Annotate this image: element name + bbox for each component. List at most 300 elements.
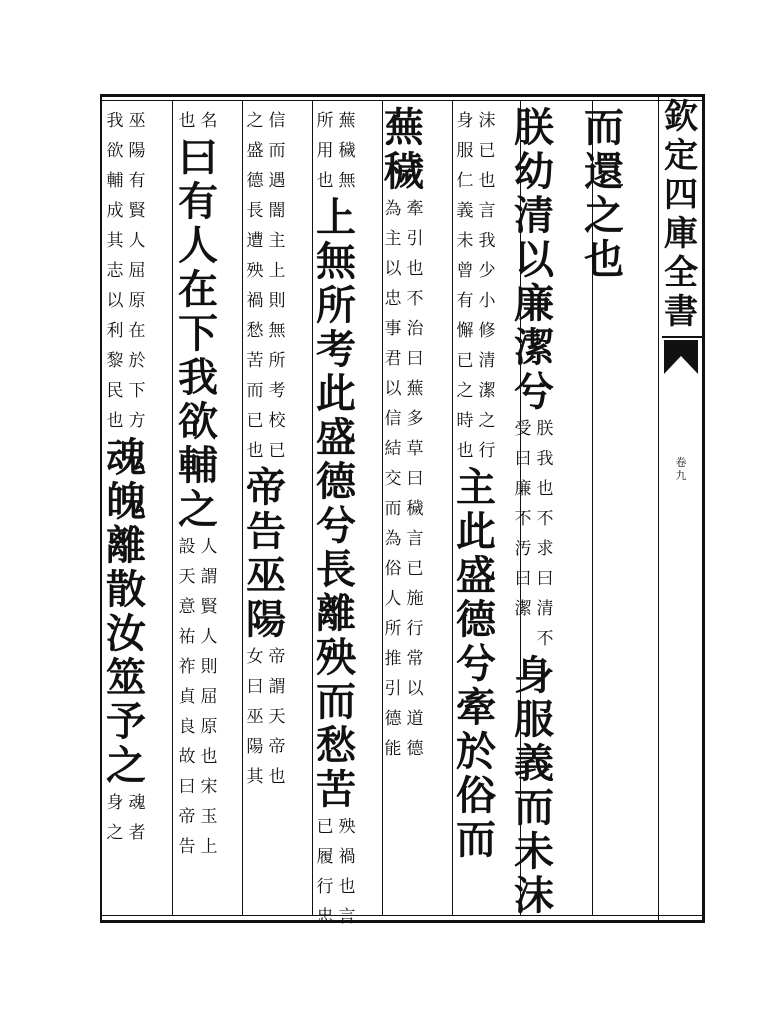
commentary-char: 宋 xyxy=(200,777,218,797)
main-char: 此 xyxy=(456,508,496,555)
commentary-char: 能 xyxy=(384,739,402,759)
commentary-char: 也 xyxy=(246,441,264,461)
commentary-char: 有 xyxy=(128,171,146,191)
commentary-char: 考 xyxy=(268,381,286,401)
commentary-char: 不 xyxy=(536,509,554,529)
main-char: 告 xyxy=(246,508,286,555)
main-text xyxy=(512,106,556,414)
main-text xyxy=(454,466,498,862)
commentary-char: 也 xyxy=(268,767,286,787)
main-char: 未 xyxy=(514,828,554,875)
main-char: 兮 xyxy=(316,502,356,549)
text-column xyxy=(176,106,220,862)
commentary-char: 欲 xyxy=(106,141,124,161)
main-char: 以 xyxy=(514,236,554,283)
commentary-char: 不 xyxy=(514,509,532,529)
juan-char: 九 xyxy=(675,469,687,482)
main-char: 清 xyxy=(514,192,554,239)
commentary-char: 懈 xyxy=(456,321,474,341)
commentary-left xyxy=(104,788,126,848)
fish-tail-mark-icon xyxy=(664,340,698,374)
commentary-char: 校 xyxy=(268,411,286,431)
main-char: 陽 xyxy=(246,596,286,643)
commentary-left xyxy=(176,532,198,862)
commentary-char: 下 xyxy=(128,381,146,401)
commentary-char: 服 xyxy=(456,141,474,161)
commentary-char: 帝 xyxy=(178,807,196,827)
commentary-char: 以 xyxy=(384,259,402,279)
text-column xyxy=(244,106,288,792)
commentary-char: 引 xyxy=(384,679,402,699)
title-strip-rule xyxy=(662,336,702,338)
commentary-char: 曰 xyxy=(514,569,532,589)
main-char: 服 xyxy=(514,696,554,743)
commentary-char: 盛 xyxy=(246,141,264,161)
commentary-char: 故 xyxy=(178,747,196,767)
commentary-char: 帝 xyxy=(268,737,286,757)
main-text xyxy=(244,466,288,642)
juan-number xyxy=(664,456,698,482)
commentary-char: 原 xyxy=(200,717,218,737)
commentary-char: 德 xyxy=(246,171,264,191)
commentary-char: 名 xyxy=(200,111,218,131)
commentary-char: 不 xyxy=(536,629,554,649)
commentary-char: 清 xyxy=(536,599,554,619)
top-border xyxy=(100,94,704,97)
commentary-char: 已 xyxy=(478,141,496,161)
main-char: 兮 xyxy=(456,640,496,687)
commentary-char: 賢 xyxy=(200,597,218,617)
title-char: 定 xyxy=(664,136,698,176)
main-char: 而 xyxy=(316,678,356,725)
commentary-char: 已 xyxy=(268,441,286,461)
commentary-char: 人 xyxy=(200,627,218,647)
commentary-char: 以 xyxy=(406,679,424,699)
top-border-inner xyxy=(100,100,704,101)
main-char: 汝 xyxy=(106,610,146,657)
text-column xyxy=(314,106,358,932)
commentary-char: 求 xyxy=(536,539,554,559)
commentary-char: 德 xyxy=(384,709,402,729)
commentary-char: 曰 xyxy=(406,469,424,489)
main-char: 有 xyxy=(178,178,218,225)
commentary-char: 沫 xyxy=(478,111,496,131)
main-char: 德 xyxy=(316,458,356,505)
commentary-char: 主 xyxy=(384,229,402,249)
main-char: 身 xyxy=(514,652,554,699)
commentary-char: 謂 xyxy=(200,567,218,587)
commentary-char: 推 xyxy=(384,649,402,669)
commentary-right xyxy=(126,106,148,436)
main-char: 離 xyxy=(106,522,146,569)
commentary-char: 人 xyxy=(128,231,146,251)
title-char: 書 xyxy=(664,292,698,332)
commentary-char: 交 xyxy=(384,469,402,489)
main-text xyxy=(512,654,556,918)
main-char: 散 xyxy=(106,566,146,613)
title-char: 四 xyxy=(664,175,698,215)
commentary-char: 蕪 xyxy=(338,111,356,131)
commentary-char: 我 xyxy=(106,111,124,131)
main-text xyxy=(382,106,426,194)
commentary-char: 曰 xyxy=(536,569,554,589)
text-column xyxy=(454,106,498,862)
commentary-char: 長 xyxy=(246,201,264,221)
main-char: 上 xyxy=(316,194,356,241)
main-char: 而 xyxy=(514,784,554,831)
commentary-char: 則 xyxy=(268,291,286,311)
main-char: 穢 xyxy=(384,148,424,195)
commentary-char: 原 xyxy=(128,291,146,311)
commentary-char: 德 xyxy=(406,739,424,759)
commentary-char: 而 xyxy=(384,499,402,519)
text-column xyxy=(582,106,626,282)
commentary-char: 不 xyxy=(406,289,424,309)
commentary-left xyxy=(314,812,336,932)
commentary-char: 言 xyxy=(406,529,424,549)
commentary-char: 者 xyxy=(128,823,146,843)
main-char: 考 xyxy=(316,326,356,373)
main-text xyxy=(582,106,626,282)
commentary-double-line xyxy=(314,106,358,196)
main-char: 兮 xyxy=(514,368,554,415)
commentary-char: 曰 xyxy=(406,349,424,369)
commentary-char: 曰 xyxy=(514,449,532,469)
main-char: 幼 xyxy=(514,148,554,195)
commentary-char: 穢 xyxy=(338,141,356,161)
title-char: 庫 xyxy=(664,214,698,254)
commentary-char: 行 xyxy=(316,877,334,897)
commentary-char: 祐 xyxy=(178,627,196,647)
commentary-char: 帝 xyxy=(268,647,286,667)
main-char: 德 xyxy=(456,596,496,643)
commentary-char: 言 xyxy=(478,201,496,221)
text-column xyxy=(104,106,148,848)
main-char: 而 xyxy=(584,104,624,151)
commentary-char: 魂 xyxy=(128,793,146,813)
main-char: 予 xyxy=(106,698,146,745)
commentary-char: 引 xyxy=(406,229,424,249)
commentary-char: 穢 xyxy=(406,499,424,519)
main-char: 無 xyxy=(316,238,356,285)
commentary-left xyxy=(454,106,476,466)
commentary-char: 清 xyxy=(478,351,496,371)
main-char: 牽 xyxy=(456,684,496,731)
commentary-char: 於 xyxy=(128,351,146,371)
commentary-char: 小 xyxy=(478,291,496,311)
main-char: 之 xyxy=(106,742,146,789)
main-char: 還 xyxy=(584,148,624,195)
commentary-char: 蕪 xyxy=(406,379,424,399)
main-char: 愁 xyxy=(316,722,356,769)
main-text xyxy=(176,136,220,532)
bottom-border-inner xyxy=(100,915,704,916)
commentary-char: 黎 xyxy=(106,351,124,371)
main-char: 盛 xyxy=(456,552,496,599)
title-char: 全 xyxy=(664,253,698,293)
commentary-char: 所 xyxy=(384,619,402,639)
commentary-char: 主 xyxy=(268,231,286,251)
main-char: 義 xyxy=(514,740,554,787)
commentary-char: 遭 xyxy=(246,231,264,251)
commentary-char: 方 xyxy=(128,411,146,431)
main-char: 於 xyxy=(456,728,496,775)
commentary-char: 言 xyxy=(338,907,356,927)
title-strip-divider xyxy=(658,94,659,923)
commentary-left xyxy=(176,106,198,136)
commentary-char: 時 xyxy=(456,411,474,431)
commentary-char: 已 xyxy=(246,411,264,431)
main-text xyxy=(104,436,148,788)
commentary-char: 潔 xyxy=(514,599,532,619)
commentary-char: 以 xyxy=(106,291,124,311)
commentary-double-line xyxy=(104,788,148,848)
column-divider xyxy=(172,100,173,915)
commentary-char: 巫 xyxy=(128,111,146,131)
commentary-char: 上 xyxy=(200,837,218,857)
commentary-char: 道 xyxy=(406,709,424,729)
column-divider xyxy=(452,100,453,915)
text-column xyxy=(512,106,556,918)
commentary-char: 所 xyxy=(268,351,286,371)
commentary-left xyxy=(244,106,266,466)
commentary-left xyxy=(104,106,126,436)
main-char: 而 xyxy=(456,816,496,863)
commentary-char: 身 xyxy=(106,793,124,813)
main-char: 廉 xyxy=(514,280,554,327)
commentary-char: 闇 xyxy=(268,201,286,221)
commentary-char: 而 xyxy=(246,381,264,401)
main-char: 主 xyxy=(456,464,496,511)
commentary-char: 人 xyxy=(384,589,402,609)
commentary-char: 已 xyxy=(456,351,474,371)
commentary-char: 施 xyxy=(406,589,424,609)
commentary-double-line xyxy=(244,106,288,466)
commentary-char: 朕 xyxy=(536,419,554,439)
commentary-char: 有 xyxy=(456,291,474,311)
main-char: 魄 xyxy=(106,478,146,525)
commentary-char: 謂 xyxy=(268,677,286,697)
commentary-char: 愁 xyxy=(246,321,264,341)
commentary-right xyxy=(198,532,220,862)
commentary-double-line xyxy=(176,532,220,862)
main-char: 筮 xyxy=(106,654,146,701)
main-char: 欲 xyxy=(178,398,218,445)
commentary-right xyxy=(404,194,426,764)
main-char: 輔 xyxy=(178,442,218,489)
commentary-char: 用 xyxy=(316,141,334,161)
title-char: 欽 xyxy=(664,97,698,137)
commentary-char: 陽 xyxy=(128,141,146,161)
commentary-char: 俗 xyxy=(384,559,402,579)
commentary-char: 事 xyxy=(384,319,402,339)
main-char: 魂 xyxy=(106,434,146,481)
commentary-char: 未 xyxy=(456,231,474,251)
commentary-char: 上 xyxy=(268,261,286,281)
commentary-char: 意 xyxy=(178,597,196,617)
main-char: 離 xyxy=(316,590,356,637)
commentary-char: 巫 xyxy=(246,707,264,727)
commentary-right xyxy=(198,106,220,136)
commentary-char: 之 xyxy=(478,411,496,431)
commentary-char: 潔 xyxy=(478,381,496,401)
commentary-char: 苦 xyxy=(246,351,264,371)
main-char: 下 xyxy=(178,310,218,357)
commentary-char: 我 xyxy=(536,449,554,469)
commentary-char: 我 xyxy=(478,231,496,251)
main-char: 所 xyxy=(316,282,356,329)
commentary-double-line xyxy=(104,106,148,436)
main-char: 曰 xyxy=(178,134,218,181)
commentary-char: 也 xyxy=(338,877,356,897)
commentary-char: 殃 xyxy=(338,817,356,837)
commentary-char: 設 xyxy=(178,537,196,557)
commentary-char: 殃 xyxy=(246,261,264,281)
commentary-char: 廉 xyxy=(514,479,532,499)
commentary-char: 利 xyxy=(106,321,124,341)
commentary-char: 曰 xyxy=(178,777,196,797)
main-char: 沫 xyxy=(514,872,554,919)
commentary-char: 也 xyxy=(456,441,474,461)
commentary-char: 禍 xyxy=(338,847,356,867)
commentary-char: 為 xyxy=(384,199,402,219)
commentary-char: 其 xyxy=(106,231,124,251)
commentary-char: 曰 xyxy=(246,677,264,697)
commentary-char: 賢 xyxy=(128,201,146,221)
commentary-char: 祚 xyxy=(178,657,196,677)
commentary-char: 也 xyxy=(406,259,424,279)
commentary-char: 禍 xyxy=(246,291,264,311)
commentary-char: 君 xyxy=(384,349,402,369)
commentary-char: 人 xyxy=(200,537,218,557)
commentary-char: 結 xyxy=(384,439,402,459)
commentary-double-line xyxy=(244,642,288,792)
commentary-char: 陽 xyxy=(246,737,264,757)
right-border xyxy=(702,94,705,923)
commentary-char: 玉 xyxy=(200,807,218,827)
main-char: 巫 xyxy=(246,552,286,599)
commentary-char: 良 xyxy=(178,717,196,737)
commentary-left xyxy=(314,106,336,196)
main-char: 潔 xyxy=(514,324,554,371)
commentary-char: 多 xyxy=(406,409,424,429)
commentary-char: 屈 xyxy=(128,261,146,281)
main-char: 在 xyxy=(178,266,218,313)
commentary-double-line xyxy=(512,414,556,654)
main-char: 苦 xyxy=(316,766,356,813)
commentary-char: 也 xyxy=(200,747,218,767)
commentary-char: 忠 xyxy=(384,289,402,309)
commentary-right xyxy=(266,642,288,792)
commentary-char: 民 xyxy=(106,381,124,401)
commentary-char: 無 xyxy=(268,321,286,341)
commentary-right xyxy=(476,106,498,466)
commentary-char: 忠 xyxy=(316,907,334,927)
main-char: 蕪 xyxy=(384,104,424,151)
commentary-char: 成 xyxy=(106,201,124,221)
commentary-char: 而 xyxy=(268,141,286,161)
commentary-char: 信 xyxy=(268,111,286,131)
commentary-char: 屈 xyxy=(200,687,218,707)
commentary-char: 牽 xyxy=(406,199,424,219)
commentary-right xyxy=(534,414,556,654)
commentary-left xyxy=(382,194,404,764)
commentary-char: 履 xyxy=(316,847,334,867)
commentary-right xyxy=(336,812,358,932)
commentary-right xyxy=(126,788,148,848)
main-char: 之 xyxy=(584,192,624,239)
commentary-char: 輔 xyxy=(106,171,124,191)
commentary-char: 行 xyxy=(406,619,424,639)
commentary-char: 女 xyxy=(246,647,264,667)
commentary-char: 草 xyxy=(406,439,424,459)
main-char: 俗 xyxy=(456,772,496,819)
commentary-char: 修 xyxy=(478,321,496,341)
commentary-char: 也 xyxy=(536,479,554,499)
commentary-char: 其 xyxy=(246,767,264,787)
commentary-right xyxy=(266,106,288,466)
commentary-double-line xyxy=(454,106,498,466)
commentary-char: 受 xyxy=(514,419,532,439)
commentary-char: 信 xyxy=(384,409,402,429)
main-char: 也 xyxy=(584,236,624,283)
commentary-char: 遇 xyxy=(268,171,286,191)
commentary-char: 天 xyxy=(268,707,286,727)
commentary-right xyxy=(336,106,358,196)
main-char: 朕 xyxy=(514,104,554,151)
column-divider xyxy=(312,100,313,915)
main-char: 之 xyxy=(178,486,218,533)
commentary-char: 之 xyxy=(106,823,124,843)
main-char: 此 xyxy=(316,370,356,417)
commentary-char: 所 xyxy=(316,111,334,131)
commentary-char: 之 xyxy=(246,111,264,131)
commentary-char: 義 xyxy=(456,201,474,221)
main-text xyxy=(314,196,358,812)
commentary-char: 身 xyxy=(456,111,474,131)
commentary-char: 仁 xyxy=(456,171,474,191)
column-divider xyxy=(242,100,243,915)
commentary-char: 汚 xyxy=(514,539,532,559)
commentary-char: 志 xyxy=(106,261,124,281)
commentary-char: 治 xyxy=(406,319,424,339)
left-border xyxy=(100,94,102,923)
commentary-char: 之 xyxy=(456,381,474,401)
main-char: 人 xyxy=(178,222,218,269)
commentary-char: 也 xyxy=(106,411,124,431)
commentary-char: 行 xyxy=(478,441,496,461)
commentary-char: 天 xyxy=(178,567,196,587)
commentary-left xyxy=(244,642,266,792)
book-title xyxy=(662,98,700,336)
commentary-char: 貞 xyxy=(178,687,196,707)
bottom-border xyxy=(100,920,704,923)
commentary-char: 也 xyxy=(478,171,496,191)
main-char: 盛 xyxy=(316,414,356,461)
commentary-char: 也 xyxy=(178,111,196,131)
main-char: 殃 xyxy=(316,634,356,681)
commentary-char: 則 xyxy=(200,657,218,677)
commentary-left xyxy=(512,414,534,654)
commentary-char: 曾 xyxy=(456,261,474,281)
commentary-char: 在 xyxy=(128,321,146,341)
commentary-char: 已 xyxy=(316,817,334,837)
main-char: 我 xyxy=(178,354,218,401)
commentary-char: 常 xyxy=(406,649,424,669)
main-char: 帝 xyxy=(246,464,286,511)
commentary-char: 已 xyxy=(406,559,424,579)
text-column xyxy=(382,106,426,764)
